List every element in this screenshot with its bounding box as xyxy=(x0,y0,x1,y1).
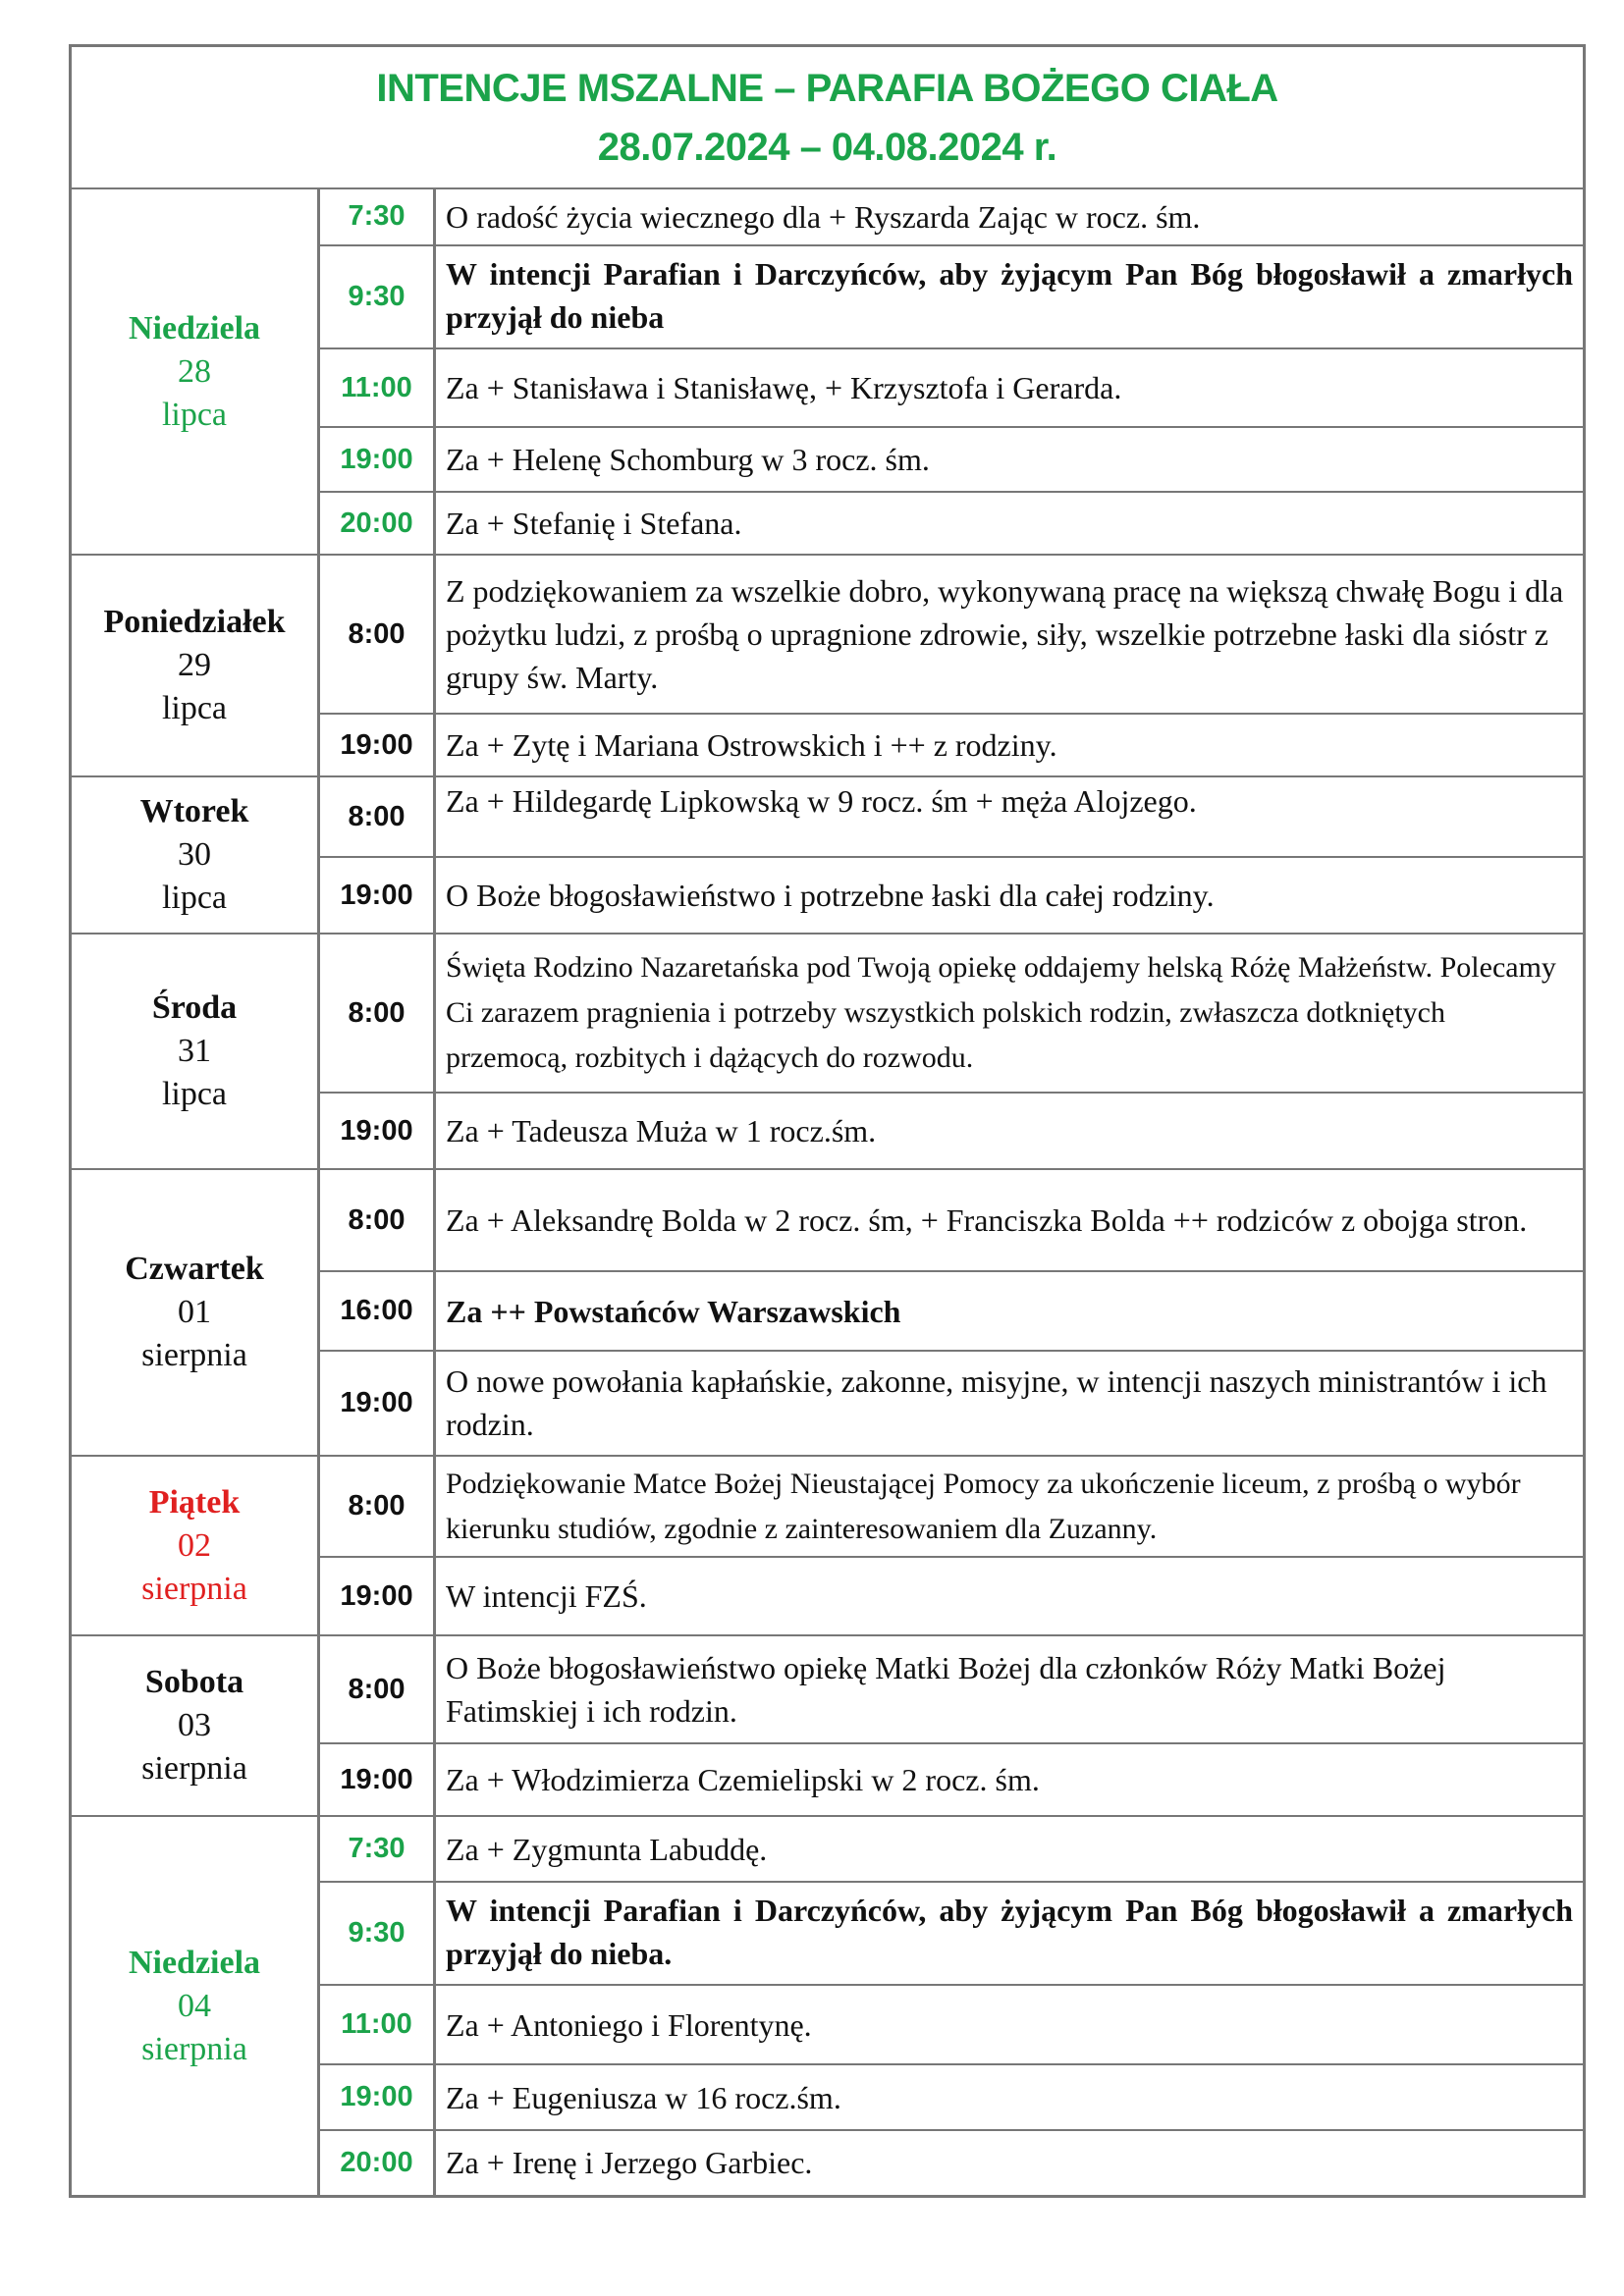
day-cell xyxy=(72,1636,320,1815)
intentions-table xyxy=(69,44,1586,2198)
mass-time: 19:00 xyxy=(320,428,436,492)
day-number: 03 xyxy=(178,1707,211,1743)
mass-intention: Za + Zytę i Mariana Ostrowskich i ++ z rodziny. xyxy=(446,727,1057,763)
day-number: 29 xyxy=(178,647,211,683)
mass-row xyxy=(320,1881,1583,1984)
mass-row xyxy=(320,2129,1583,2195)
day-name: Wtorek xyxy=(139,793,249,829)
day-name: Środa xyxy=(151,989,238,1026)
day-number: 02 xyxy=(178,1526,211,1564)
mass-intention: O radość życia wiecznego dla + Ryszarda Zając w rocz. śm. xyxy=(446,198,1201,235)
mass-intention: Za + Zygmunta Labuddę. xyxy=(446,1831,768,1867)
mass-time: 7:30 xyxy=(320,1817,436,1881)
mass-time: 8:00 xyxy=(320,556,436,713)
day-block-sunday-28 xyxy=(72,189,1583,554)
title-line-1: INTENCJE MSZALNE – PARAFIA BOŻEGO CIAŁA xyxy=(376,66,1278,110)
day-number: 28 xyxy=(178,352,211,390)
day-block-thursday-01 xyxy=(72,1168,1583,1455)
mass-time: 8:00 xyxy=(320,934,436,1092)
day-cell xyxy=(72,934,320,1168)
mass-time: 7:30 xyxy=(320,189,436,244)
mass-intention: W intencji Parafian i Darczyńców, aby żyjącym Pan Bóg błogosławił a zmarłych przyjął do nieba. xyxy=(446,1893,1573,1972)
day-month: lipca xyxy=(161,690,228,726)
day-cell xyxy=(72,1457,320,1634)
mass-row xyxy=(320,713,1583,775)
mass-intention: Podziękowanie Matce Bożej Nieustającej Pomocy za ukończenie liceum, z prośbą o wybór kierunku studiów, zgodnie z zainteresowaniem dla Zuzanny. xyxy=(446,1467,1521,1545)
mass-row xyxy=(320,491,1583,554)
mass-row xyxy=(320,2063,1583,2128)
mass-row xyxy=(320,856,1583,933)
day-name: Czwartek xyxy=(125,1251,264,1287)
mass-intention: Za ++ Powstańców Warszawskich xyxy=(446,1293,901,1329)
mass-time: 19:00 xyxy=(320,1352,436,1455)
mass-time: 16:00 xyxy=(320,1272,436,1349)
mass-time: 19:00 xyxy=(320,858,436,933)
mass-time: 11:00 xyxy=(320,1986,436,2063)
day-month: lipca xyxy=(161,1076,228,1112)
day-name: Niedziela xyxy=(128,309,261,347)
mass-time: 11:00 xyxy=(320,349,436,425)
mass-row xyxy=(320,1817,1583,1881)
day-block-tuesday-30 xyxy=(72,775,1583,933)
mass-intention: Za + Aleksandrę Bolda w 2 rocz. śm, + Franciszka Bolda ++ rodziców z obojga stron. xyxy=(446,1202,1528,1239)
day-number: 30 xyxy=(178,836,211,873)
page-title xyxy=(72,47,1583,189)
mass-row xyxy=(320,1270,1583,1349)
mass-intention: Za + Tadeusza Muża w 1 rocz.śm. xyxy=(446,1113,877,1148)
day-number: 01 xyxy=(178,1294,211,1330)
mass-time: 9:30 xyxy=(320,1883,436,1984)
mass-row xyxy=(320,1556,1583,1634)
mass-row xyxy=(320,244,1583,348)
mass-row xyxy=(320,1984,1583,2063)
mass-time: 8:00 xyxy=(320,777,436,856)
mass-row xyxy=(320,1457,1583,1556)
day-block-sunday-04 xyxy=(72,1815,1583,2195)
mass-intention: Za + Eugeniusza w 16 rocz.śm. xyxy=(446,2079,841,2115)
mass-intention: Za + Włodzimierza Czemielipski w 2 rocz. śm. xyxy=(446,1762,1040,1797)
mass-time: 8:00 xyxy=(320,1636,436,1742)
mass-time: 20:00 xyxy=(320,493,436,554)
mass-time: 8:00 xyxy=(320,1457,436,1556)
day-cell xyxy=(72,1817,320,2195)
day-block-wednesday-31 xyxy=(72,933,1583,1168)
mass-intention: Z podziękowaniem za wszelkie dobro, wykonywaną pracę na większą chwałę Bogu i dla pożytku ludzi, z prośbą o upragnione zdrowie, siły, wszelkie potrzebne łaski dla sióstr z grupy św. Marty. xyxy=(446,573,1564,695)
day-month: sierpnia xyxy=(141,1570,247,1607)
mass-intention: Za + Stanisława i Stanisławę, + Krzysztofa i Gerarda. xyxy=(446,370,1122,406)
mass-intention: Za + Antoniego i Florentynę. xyxy=(446,2006,812,2043)
mass-time: 19:00 xyxy=(320,715,436,775)
mass-row xyxy=(320,347,1583,425)
mass-row xyxy=(320,1350,1583,1455)
day-name: Piątek xyxy=(148,1483,241,1521)
mass-row xyxy=(320,556,1583,713)
day-cell xyxy=(72,777,320,933)
mass-intention: O nowe powołania kapłańskie, zakonne, misyjne, w intencji naszych ministrantów i ich rodzin. xyxy=(446,1363,1547,1443)
mass-row xyxy=(320,934,1583,1092)
mass-intention: Za + Helenę Schomburg w 3 rocz. śm. xyxy=(446,442,930,478)
day-block-monday-29 xyxy=(72,554,1583,775)
mass-intention: Za + Irenę i Jerzego Garbiec. xyxy=(446,2145,813,2181)
day-name: Sobota xyxy=(144,1664,244,1700)
day-block-saturday-03 xyxy=(72,1634,1583,1815)
day-month: sierpnia xyxy=(141,2030,247,2067)
mass-intention: Za + Hildegardę Lipkowską w 9 rocz. śm + męża Alojzego. xyxy=(446,783,1197,819)
mass-intention: Za + Stefanię i Stefana. xyxy=(446,506,742,542)
day-month: sierpnia xyxy=(141,1750,247,1787)
day-month: sierpnia xyxy=(141,1337,247,1373)
mass-time: 9:30 xyxy=(320,246,436,348)
mass-intention: W intencji Parafian i Darczyńców, aby żyjącym Pan Bóg błogosławił a zmarłych przyjął do nieba xyxy=(446,255,1573,335)
mass-row xyxy=(320,189,1583,244)
mass-intention: W intencji FZŚ. xyxy=(446,1578,647,1614)
mass-row xyxy=(320,1636,1583,1742)
day-number: 31 xyxy=(178,1033,211,1069)
mass-time: 19:00 xyxy=(320,1094,436,1168)
day-month: lipca xyxy=(161,396,228,433)
day-number: 04 xyxy=(178,1987,211,2024)
day-month: lipca xyxy=(161,880,228,916)
mass-row xyxy=(320,426,1583,492)
day-cell xyxy=(72,189,320,554)
mass-time: 8:00 xyxy=(320,1170,436,1270)
mass-time: 19:00 xyxy=(320,1558,436,1634)
mass-row xyxy=(320,1742,1583,1815)
mass-intention: Święta Rodzino Nazaretańska pod Twoją opiekę oddajemy helską Różę Małżeństw. Polecamy Ci zarazem pragnienia i potrzeby wszystkich polskich rodzin, zwłaszcza dotkniętych przemocą, rozbitych i dążących do rozwodu. xyxy=(446,951,1556,1074)
mass-time: 19:00 xyxy=(320,1744,436,1815)
mass-intention: O Boże błogosławieństwo opiekę Matki Bożej dla członków Róży Matki Bożej Fatimskiej i ich rodzin. xyxy=(446,1650,1446,1729)
day-block-friday-02 xyxy=(72,1455,1583,1634)
day-cell xyxy=(72,556,320,775)
mass-row xyxy=(320,1092,1583,1168)
day-name: Niedziela xyxy=(128,1944,261,1981)
mass-time: 19:00 xyxy=(320,2065,436,2128)
mass-time: 20:00 xyxy=(320,2131,436,2195)
mass-intention: O Boże błogosławieństwo i potrzebne łaski dla całej rodziny. xyxy=(446,878,1215,913)
title-line-2: 28.07.2024 – 04.08.2024 r. xyxy=(597,125,1057,169)
mass-row xyxy=(320,777,1583,856)
day-cell xyxy=(72,1170,320,1455)
mass-row xyxy=(320,1170,1583,1270)
day-name: Poniedziałek xyxy=(103,604,286,640)
